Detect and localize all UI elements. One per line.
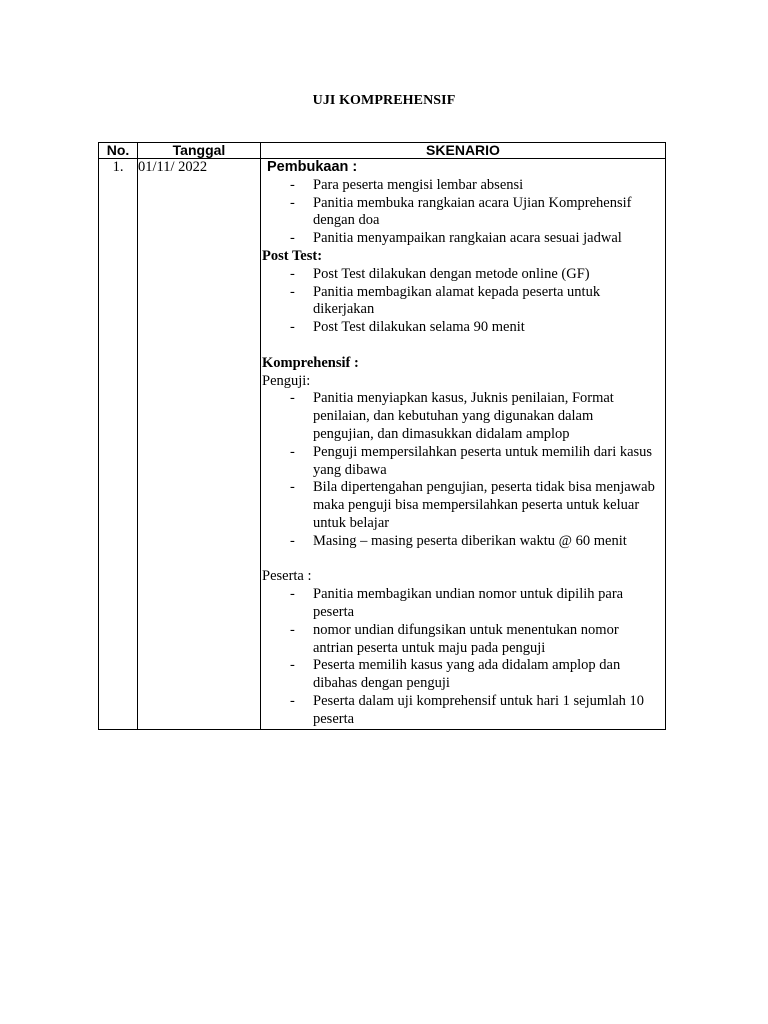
opening-heading: Pembukaan : xyxy=(267,159,358,175)
list-item xyxy=(261,533,665,551)
bullet-dash: - xyxy=(290,283,295,300)
list-item-text: Para peserta mengisi lembar absensi xyxy=(313,176,524,193)
table-row xyxy=(99,159,666,730)
scenario-table xyxy=(98,142,666,730)
list-item xyxy=(261,177,665,195)
bullet-dash: - xyxy=(290,265,295,282)
bullet-dash: - xyxy=(290,532,295,549)
cell-date: 01/11/ 2022 xyxy=(138,159,261,730)
table-header-row xyxy=(99,143,666,159)
bullet-dash: - xyxy=(290,479,295,496)
list-item xyxy=(261,657,665,693)
spacer xyxy=(261,337,665,355)
list-item xyxy=(261,230,665,248)
bullet-dash: - xyxy=(290,390,295,407)
list-item xyxy=(261,479,665,532)
bullet-dash: - xyxy=(290,621,295,638)
list-item-text: Post Test dilakukan dengan metode online (GF) xyxy=(313,265,590,282)
list-item xyxy=(261,693,665,729)
list-item-text: Penguji mempersilahkan peserta untuk memilih dari kasus yang dibawa xyxy=(313,443,653,478)
spacer xyxy=(261,551,665,569)
opening-list xyxy=(261,177,665,248)
bullet-dash: - xyxy=(290,586,295,603)
list-item xyxy=(261,444,665,480)
participant-label: Peserta : xyxy=(262,568,312,585)
list-item xyxy=(261,195,665,231)
bullet-dash: - xyxy=(290,230,295,247)
cell-no: 1. xyxy=(99,159,138,730)
list-item-text: Peserta dalam uji komprehensif untuk hari 1 sejumlah 10 peserta xyxy=(313,692,645,727)
post-test-heading: Post Test: xyxy=(262,247,323,264)
list-item-text: Panitia membagikan undian nomor untuk dipilih para peserta xyxy=(313,586,624,620)
list-item-text: Panitia membagikan alamat kepada peserta untuk dikerjakan xyxy=(313,283,601,318)
cell-scenario xyxy=(261,159,666,730)
bullet-dash: - xyxy=(290,692,295,709)
list-item-text: Post Test dilakukan selama 90 menit xyxy=(313,319,525,336)
list-item xyxy=(261,266,665,284)
list-item-text: Bila dipertengahan pengujian, peserta tidak bisa menjawab maka penguji bisa mempersilahkan peserta untuk keluar untuk belajar xyxy=(313,479,655,531)
examiner-list xyxy=(261,390,665,550)
header-scenario: SKENARIO xyxy=(261,143,666,159)
list-item-text: Panitia menyampaikan rangkaian acara sesuai jadwal xyxy=(313,230,622,247)
list-item-text: nomor undian difungsikan untuk menentukan nomor antrian peserta untuk maju pada penguji xyxy=(313,621,619,656)
list-item xyxy=(261,390,665,443)
bullet-dash: - xyxy=(290,443,295,460)
post-test-list xyxy=(261,266,665,337)
header-no: No. xyxy=(99,143,138,159)
list-item-text: Peserta memilih kasus yang ada didalam amplop dan dibahas dengan penguji xyxy=(313,657,621,692)
participant-list xyxy=(261,586,665,728)
bullet-dash: - xyxy=(290,657,295,674)
list-item-text: Masing – masing peserta diberikan waktu @ 60 menit xyxy=(313,532,627,549)
list-item xyxy=(261,284,665,320)
bullet-dash: - xyxy=(290,194,295,211)
list-item xyxy=(261,622,665,658)
bullet-dash: - xyxy=(290,319,295,336)
examiner-label: Penguji: xyxy=(262,372,311,389)
list-item-text: Panitia menyiapkan kasus, Juknis penilaian, Format penilaian, dan kebutuhan yang digunakan dalam pengujian, dan dimasukkan didalam amplop xyxy=(313,390,614,442)
list-item xyxy=(261,319,665,337)
header-date: Tanggal xyxy=(138,143,261,159)
list-item xyxy=(261,586,665,622)
bullet-dash: - xyxy=(290,176,295,193)
comprehensive-heading: Komprehensif : xyxy=(262,354,359,371)
list-item-text: Panitia membuka rangkaian acara Ujian Komprehensif dengan doa xyxy=(313,194,632,229)
document-title: UJI KOMPREHENSIF xyxy=(312,93,456,108)
